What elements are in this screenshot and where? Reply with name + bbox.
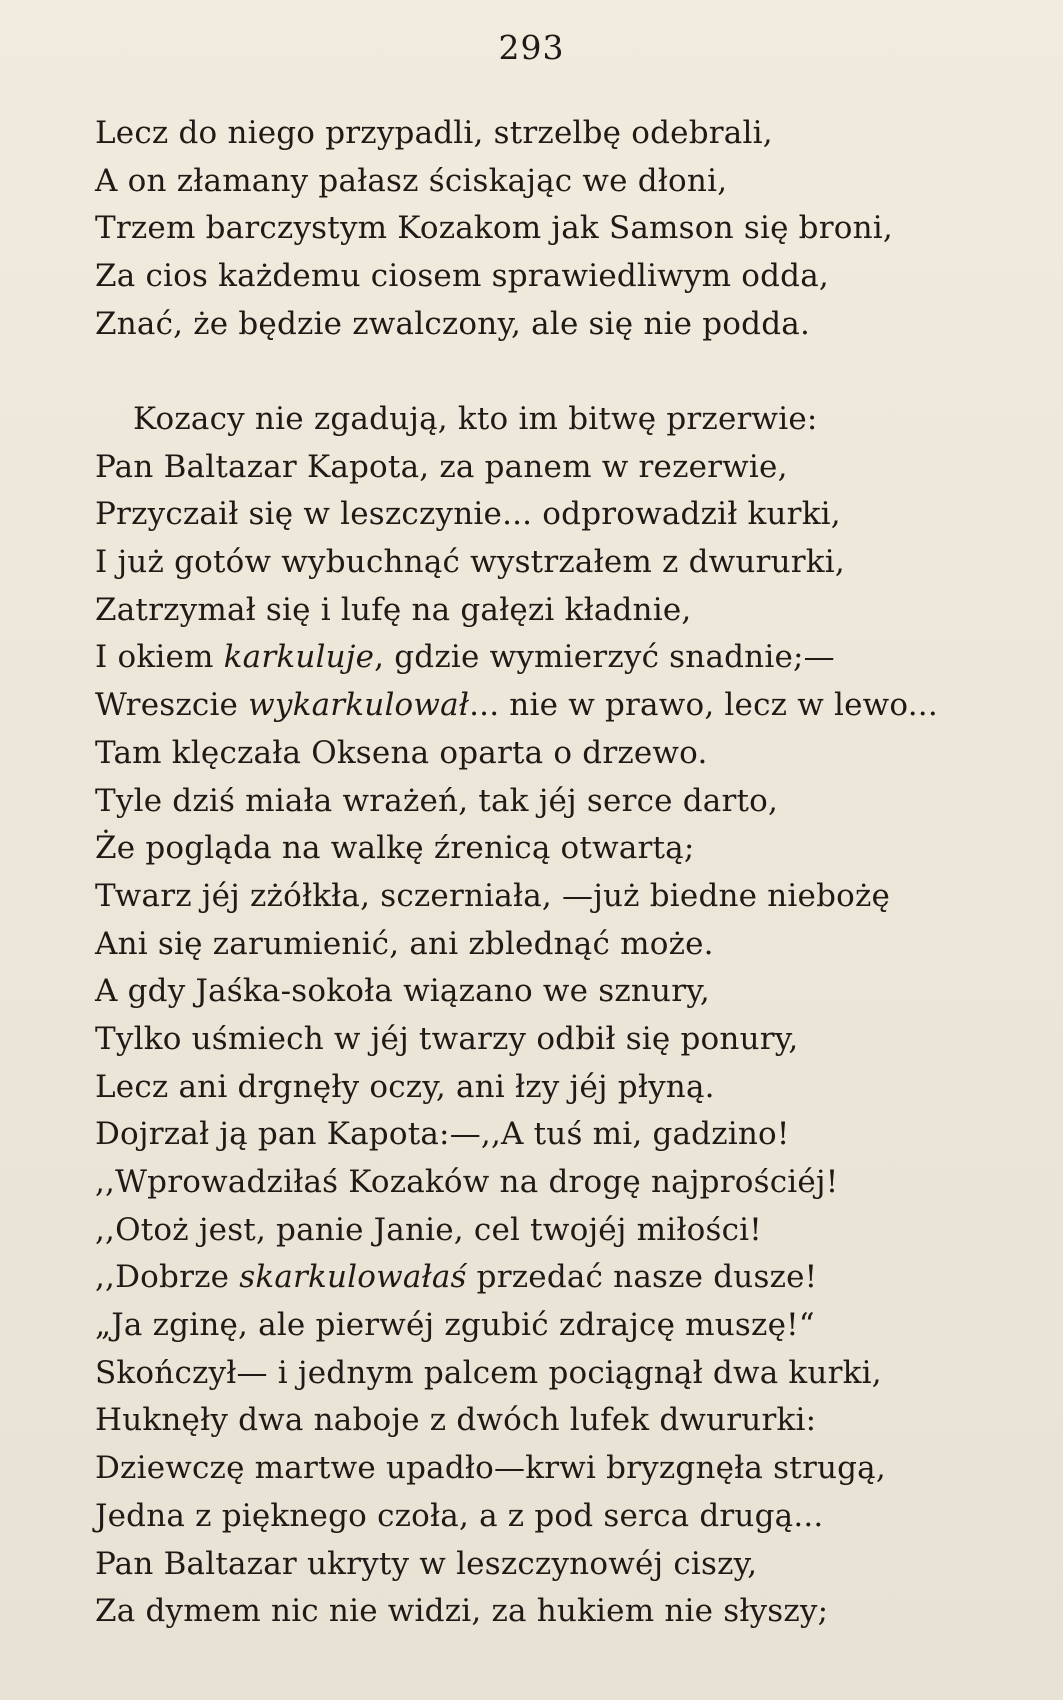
verse-line: Za dymem nic nie widzi, za hukiem nie słyszy; [95, 1593, 829, 1630]
verse-line: Ani się zarumienić, ani zblednąć może. [95, 925, 714, 962]
verse-line: Trzem barczystym Kozakom jak Samson się broni, [95, 210, 893, 247]
verse-line: Zatrzymał się i lufę na gałęzi kładnie, [95, 591, 692, 628]
verse-line: Pan Baltazar Kapota, za panem w rezerwie, [95, 448, 788, 485]
emphasized-word: karkuluje [223, 639, 375, 676]
verse-text: ,,Dobrze [95, 1259, 240, 1296]
verse-line: I już gotów wybuchnąć wystrzałem z dwururki, [95, 544, 845, 581]
page-number: 293 [498, 28, 565, 67]
verse-line: Skończył— i jednym palcem pociągnął dwa kurki, [95, 1354, 882, 1391]
verse-text: , gdzie wymierzyć snadnie;— [374, 639, 835, 676]
verse-text: ... nie w prawo, lecz w lewo... [469, 687, 938, 724]
verse-line: Znać, że będzie zwalczony, ale się nie podda. [95, 305, 810, 342]
verse-line: A on złamany pałasz ściskając we dłoni, [95, 162, 728, 199]
verse-text: I okiem [95, 639, 224, 676]
verse-line: Tam klęczała Oksena oparta o drzewo. [95, 734, 708, 771]
verse-line: Lecz ani drgnęły oczy, ani łzy jéj płyną. [95, 1068, 715, 1105]
verse-line: Że pogląda na walkę źrenicą otwartą; [95, 830, 695, 867]
verse-line: Dziewczę martwe upadło—krwi bryzgnęła strugą, [95, 1450, 886, 1487]
emphasized-word: wykarkulował [248, 687, 470, 724]
stanza-1 [95, 110, 1025, 348]
emphasized-word: skarkulowałaś [239, 1259, 467, 1296]
verse-line: Jedna z pięknego czoła, a z pod serca drugą... [95, 1497, 824, 1534]
verse-line: Huknęły dwa naboje z dwóch lufek dwururki: [95, 1402, 817, 1439]
verse-line [95, 682, 1025, 730]
verse-text: Wreszcie [95, 687, 249, 724]
verse-line: Lecz do niego przypadli, strzelbę odebrali, [95, 115, 773, 151]
verse-line: Kozacy nie zgadują, kto im bitwę przerwie: [133, 401, 818, 437]
verse-line [95, 634, 1025, 682]
verse-line: Tyle dziś miała wrażeń, tak jéj serce darto, [95, 782, 779, 819]
verse-line [95, 1254, 1025, 1302]
verse-line: Przyczaił się w leszczynie... odprowadził kurki, [95, 496, 841, 533]
verse-line: Tylko uśmiech w jéj twarzy odbił się ponury, [95, 1020, 799, 1057]
verse-line: Dojrzał ją pan Kapota:—,,A tuś mi, gadzino! [95, 1116, 790, 1153]
verse-line: A gdy Jaśka-sokoła wiązano we sznury, [95, 973, 710, 1010]
verse-text: przedać nasze dusze! [466, 1259, 818, 1296]
verse-line: Pan Baltazar ukryty w leszczynowéj ciszy, [95, 1545, 758, 1582]
stanza-2 [95, 396, 1025, 1636]
verse-line: ,,Otoż jest, panie Janie, cel twojéj miłości! [95, 1211, 762, 1248]
verse-line: ,,Wprowadziłaś Kozaków na drogę najprościéj! [95, 1164, 839, 1200]
verse-line: Za cios każdemu ciosem sprawiedliwym odda, [95, 258, 829, 295]
verse-line: „Ja zginę, ale pierwéj zgubić zdrajcę muszę!“ [95, 1307, 815, 1344]
verse-line: Twarz jéj zżółkła, sczerniała, —już biedne niebożę [95, 877, 891, 914]
